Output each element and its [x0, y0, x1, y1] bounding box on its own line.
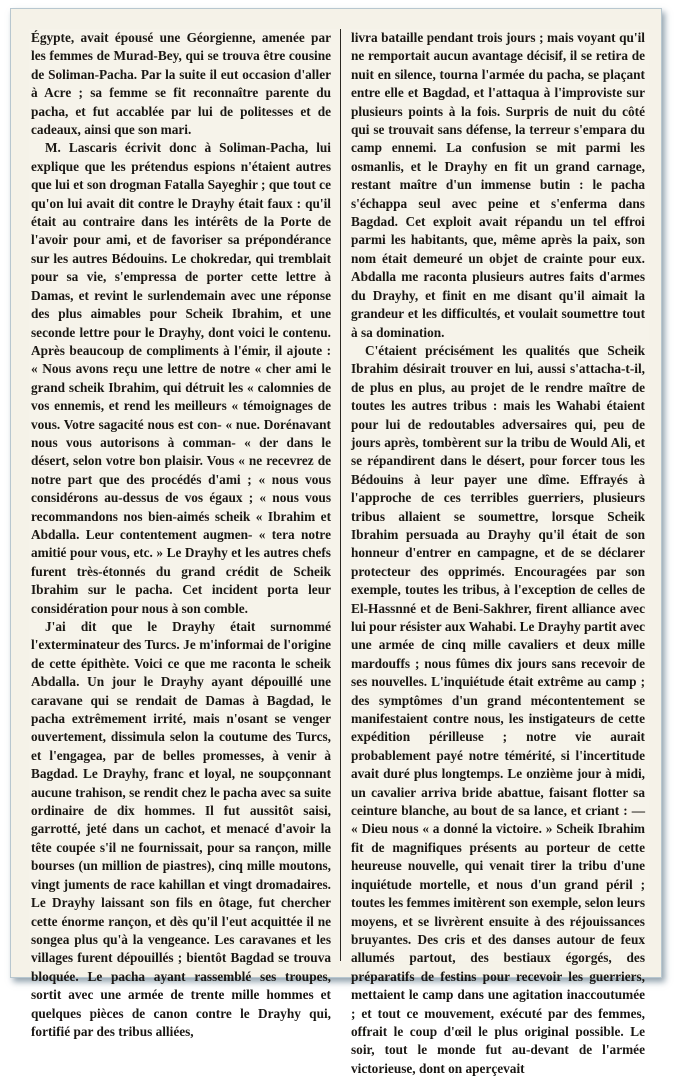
paragraph: J'ai dit que le Drayhy était surnommé l'exterminateur des Turcs. Je m'informai de l'origine de cette épithète. Voici ce que me raconta le scheik Abdalla. Un jour le Drayhy ayant dépouillé une caravane qui se rendait de Damas à Bagdad, le pacha extrêmement irrité, mais n'osant se venger ouvertement, dissimula selon la coutume des Turcs, et l'engagea, par de belles promesses, à venir à Bagdad. Le Drayhy, franc et loyal, ne soupçonnant aucune trahison, se rendit chez le pacha avec sa suite ordinaire de dix hommes. Il fut aussitôt saisi, garrotté, jeté dans un cachot, et menacé d'avoir la tête coupée s'il ne fournissait, pour sa rançon, mille bourses (un million de piastres), cinq mille moutons, vingt juments de race kahillan et vingt dromadaires. Le Drayhy laissant son fils en ôtage, fut chercher cette énorme rançon, et dès qu'il l'eut acquittée il ne songea plus qu'à la vengeance. Les caravanes et les villages furent dépouillés ; bientôt Bagdad se trouva bloquée. Le pacha ayant rassemblé ses troupes, sortit avec une armée de trente mille hommes et quelques pièces de canon contre le Drayhy qui, fortifié par des tribus alliées, [31, 619, 331, 1039]
left-column [31, 29, 331, 1039]
paragraph: Égypte, avait épousé une Géorgienne, amenée par les femmes de Murad-Bey, qui se trouva être cousine de Soliman-Pacha. Par la suite il eut occasion d'aller à Acre ; sa femme se fit reconnaître parente du pacha, et fut accablée par lui de politesses et de cadeaux, ainsi que son mari. [31, 30, 331, 138]
column-divider [340, 29, 341, 961]
right-column [351, 29, 645, 1076]
book-page [29, 29, 649, 1076]
paragraph: M. Lascaris écrivit donc à Soliman-Pacha, lui explique que les prétendus espions n'étaient autres que lui et son drogman Fatalla Sayeghir ; que tout ce qu'on lui avait dit contre le Drayhy était faux : qu'il était au contraire dans les intérêts de la Porte de l'avoir pour ami, et de favoriser sa prépondérance sur les autres Bédouins. Le chokredar, qui tremblait pour sa vie, s'empressa de porter cette lettre à Damas, et revint le surlendemain avec une réponse des plus aimables pour Scheik Ibrahim, et une seconde lettre pour le Drayhy, dont voici le contenu. Après beaucoup de compliments à l'émir, il ajoute : « Nous avons reçu une lettre de notre « cher ami le grand scheik Ibrahim, qui détruit les « calomnies de vos ennemis, et rend les meilleurs « témoignages de vous. Votre sagacité nous est con- « nue. Dorénavant nous vous autorisons à comman- « der dans le désert, selon votre bon plaisir. Vous « ne recevrez de notre part que des procédés d'ami ; « nous vous considérons au-dessus de vos égaux ; « nous vous recommandons nos bien-aimés scheik « Ibrahim et Abdalla. Leur contentement augmen- « tera notre amitié pour vous, etc. » Le Drayhy et les autres chefs furent très-étonnés du grand crédit de Scheik Ibrahim sur le pacha. Cet incident porta leur considération pour nous à son comble. [31, 140, 331, 616]
page-frame [10, 8, 662, 1076]
paragraph: livra bataille pendant trois jours ; mais voyant qu'il ne remportait aucun avantage décisif, il se retira de nuit en silence, tourna l'armée du pacha, se plaçant entre elle et Bagdad, et l'attaqua à l'improviste sur plusieurs points à la fois. Surpris de nuit du côté qui se trouvait sans défense, la terreur s'empara du camp ennemi. La confusion se mit parmi les osmanlis, et le Drayhy en fit un grand carnage, restant maître d'un immense butin : le pacha s'échappa seul avec peine et s'enferma dans Bagdad. Cet exploit avait répandu un tel effroi parmi les habitants, que, même après la paix, son nom était demeuré un objet de crainte pour eux. Abdalla me raconta plusieurs autres faits d'armes du Drayhy, et finit en me disant qu'il aimait la grandeur et les difficultés, et voulait soumettre tout à sa domination. [351, 30, 645, 340]
paragraph: C'étaient précisément les qualités que Scheik Ibrahim désirait trouver en lui, aussi s'attacha-t-il, de plus en plus, au projet de le rendre maître de toutes les autres tribus : mais les Wahabi étaient pour lui de redoutables adversaires qui, peu de jours après, tombèrent sur la tribu de Would Ali, et se répandirent dans le désert, pour forcer tous les Bédouins à leur payer une dîme. Effrayés à l'approche de ces terribles guerriers, plusieurs tribus allaient se soumettre, lorsque Scheik Ibrahim persuada au Drayhy qu'il était de son honneur d'entrer en campagne, et de se déclarer protecteur des opprimés. Encouragées par son exemple, toutes les tribus, à l'exception de celles de El-Hassnné et de Beni-Sakhrer, firent alliance avec lui pour résister aux Wahabi. Le Drayhy partit avec une armée de cinq mille cavaliers et deux mille mardouffs ; nous fûmes dix jours sans recevoir de ses nouvelles. L'inquiétude était extrême au camp ; des symptômes d'un grand mécontentement se manifestaient contre nous, les instigateurs de cette expédition périlleuse ; notre vie aurait probablement payé notre témérité, si l'incertitude avait duré plus longtemps. Le onzième jour à midi, un cavalier arriva bride abattue, faisant flotter sa ceinture blanche, au bout de sa lance, et criant : — « Dieu nous « a donné la victoire. » Scheik Ibrahim fit de magnifiques présents au porteur de cette heureuse nouvelle, qui venait tirer la tribu d'une inquiétude mortelle, et nous d'un grand péril ; toutes les femmes imitèrent son exemple, selon leurs moyens, et se livrèrent ensuite à des réjouissances bruyantes. Des cris et des danses autour de feux allumés partout, des bestiaux égorgés, des préparatifs de festins pour recevoir les guerriers, mettaient le camp dans une agitation inaccoutumée ; et tout ce mouvement, exécuté par des femmes, offrait le coup d'œil le plus original possible. Le soir, tout le monde fut au-devant de l'armée victorieuse, dont on aperçevait [351, 342, 645, 1076]
